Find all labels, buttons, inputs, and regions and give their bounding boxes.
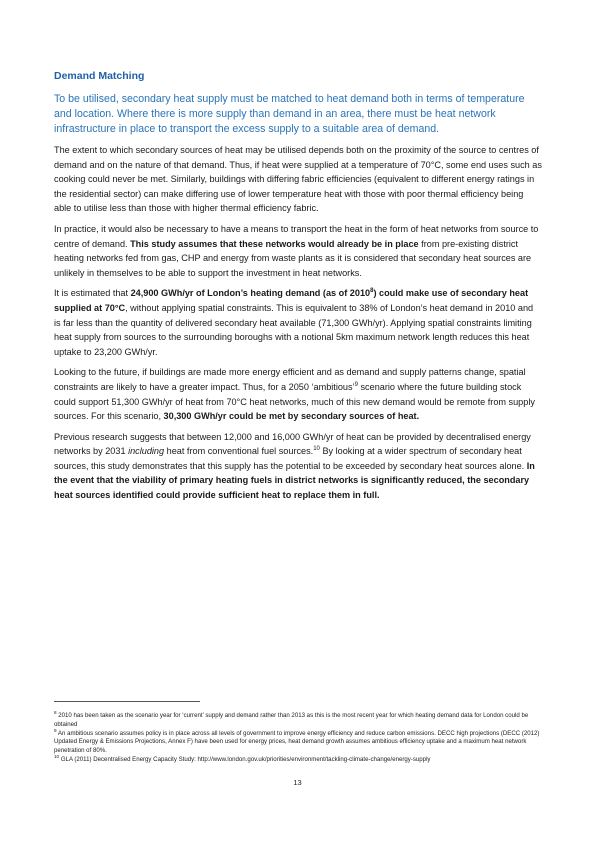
footnote-ref-9[interactable]: 9 bbox=[354, 381, 358, 388]
paragraph-text: Previous research suggests that between 12,000 and 16,000 GWh/yr of heat can be provided by decentralised energy networks by 2031 bbox=[54, 431, 531, 457]
footnote-text: An ambitious scenario assumes policy is in place across all levels of government to improve energy efficiency and reduce carbon emissions. DECC high projections (DECC (2012) Updated Energy & Emissions Projections, Annex F) have been used for energy prices, heat demand growth assumes ambitious efficiency uptake and a maximum heat network penetration of 80%. bbox=[54, 729, 540, 754]
footnote-text: GLA (2011) Decentralised Energy Capacity Study: http://www.london.gov.uk/priorities/environment/tackling-climate-change/energy-supply bbox=[59, 755, 431, 763]
page-number: 13 bbox=[293, 778, 302, 787]
footnote-8 bbox=[54, 709, 544, 729]
paragraph-text: Looking to the future, if buildings are made more energy efficient and as demand and supply patterns change, spatial constraints are likely to have a greater impact. Thus, for a 2050 ‘ambitious’ bbox=[54, 367, 526, 392]
paragraph-text: from pre-existing district heating networks fed from gas, CHP and energy from waste plants as it is considered that secondary heat sources are unlikely in themselves to be able to support the investment in heat networks. bbox=[54, 238, 532, 278]
footnote-number: 9 bbox=[54, 727, 57, 733]
paragraph-text: , without applying spatial constraints. This is equivalent to 38% of London’s heat demand in 2010 and is far less than the quantity of delivered secondary heat available (71,300 GWh/yr). Applying spatial constraints limiting heat supply from sources to the surrounding boroughs with a notional 5km maximum network length reduces this heat uptake to 23,200 GWh/yr. bbox=[54, 302, 534, 357]
bold-conclusion: In the event that the viability of primary heating fuels in district networks is significantly reduced, the secondary heat sources identified could provide sufficient heat to replace them in full. bbox=[54, 460, 535, 501]
footnote-divider bbox=[54, 701, 200, 702]
paragraph-text: scenario where the future building stock could support 51,300 GWh/yr of heat from 70°C heat networks, much of this new demand would be remote from supply sources. For this scenario, bbox=[54, 381, 535, 422]
paragraph-text: In practice, it would also be necessary to have a means to transport the heat in the form of heat networks from source to centre of demand. bbox=[54, 223, 539, 249]
paragraph-future bbox=[54, 365, 542, 423]
footnote-10 bbox=[54, 753, 544, 765]
paragraph-text: It is estimated that bbox=[54, 288, 131, 299]
footnote-number: 10 bbox=[54, 753, 60, 759]
paragraph-previous-research bbox=[54, 430, 542, 503]
footnote-ref-8[interactable]: 8 bbox=[370, 288, 374, 295]
paragraph-transport bbox=[54, 222, 542, 280]
footnotes bbox=[54, 709, 544, 765]
main-content bbox=[54, 70, 542, 509]
bold-estimate-text: 24,900 GWh/yr of London’s heating demand (as of 2010 bbox=[130, 288, 371, 299]
bold-assumption: This study assumes that these networks would already be in place bbox=[130, 238, 419, 249]
bold-scenario-result: 30,300 GWh/yr could be met by secondary sources of heat. bbox=[163, 411, 420, 422]
italic-including: including bbox=[128, 446, 165, 457]
section-heading: Demand Matching bbox=[54, 70, 145, 82]
footnote-ref-10[interactable]: 10 bbox=[313, 446, 320, 453]
footnote-number: 8 bbox=[54, 709, 57, 715]
paragraph-text: By looking at a wider spectrum of secondary heat sources, this study demonstrates that this supply has the potential to be exceeded by secondary heat sources alone. bbox=[54, 446, 527, 471]
intro-paragraph: To be utilised, secondary heat supply must be matched to heat demand both in terms of temperature and location. Where there is more supply than demand in an area, there must be heat network infrastructure in place to transport the excess supply to a suitable area of demand. bbox=[54, 93, 525, 135]
footnote-text: 2010 has been taken as the scenario year for ‘current’ supply and demand rather than 2013 as this is the most recent year for which heating demand data for London could be obtained bbox=[54, 712, 529, 728]
paragraph-text: The extent to which secondary sources of heat may be utilised depends both on the proximity of the source to centres of demand and on the nature of that demand. Thus, if heat were supplied at a temperature of 70°C, some end uses such as cooking could never be met. Similarly, buildings with differing fabric efficiencies (equivalent to different energy ratings in the residential sector) can make differing use of lower temperature heat with those with poor thermal efficiency being able to utilise less than those with higher thermal efficiency fabric. bbox=[54, 145, 542, 214]
paragraph-proximity bbox=[54, 143, 542, 216]
paragraph-estimate bbox=[54, 286, 542, 359]
paragraph-text: heat from conventional fuel sources. bbox=[164, 446, 314, 457]
footnote-9 bbox=[54, 727, 544, 756]
bold-estimate-text-end: ) could make use of secondary heat supplied at 70°C bbox=[54, 288, 529, 313]
